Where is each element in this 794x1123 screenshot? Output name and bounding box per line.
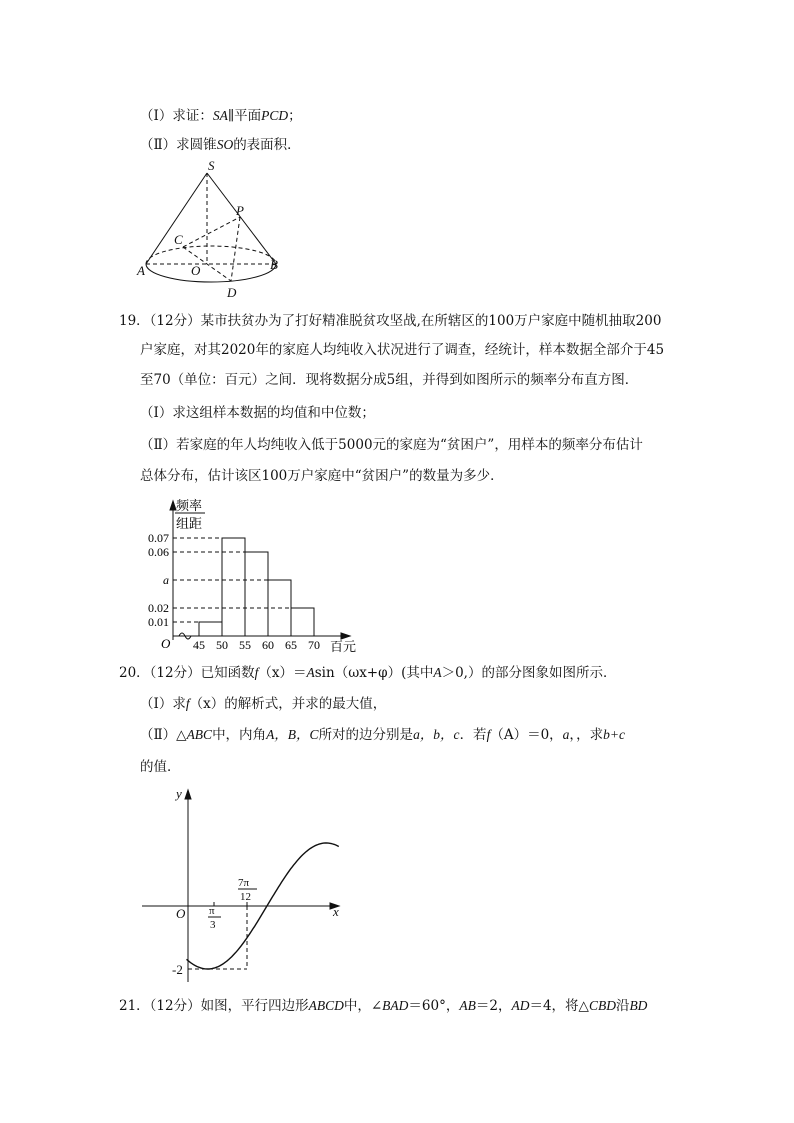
graph-label-7pi12-num: 7π bbox=[238, 877, 250, 889]
hist-xtick-60: 60 bbox=[262, 638, 274, 652]
hist-xlabel: 百元 bbox=[330, 639, 357, 654]
graph-y-label: y bbox=[176, 786, 182, 801]
q20-part2: （Ⅱ）△ABC中，内角A，B，C所对的边分别是a，b，c．若f（A）＝0，a，，求b+c bbox=[140, 727, 626, 743]
q20-part1: （Ⅰ）求f（x）的解析式，并求的最大值， bbox=[140, 696, 387, 712]
hist-ytick-2: a bbox=[163, 573, 169, 587]
graph-origin: O bbox=[176, 906, 186, 921]
q19-line2: 户家庭，对其2020年的家庭人均纯收入状况进行了调查，经统计，样本数据全部介于45 bbox=[140, 342, 665, 358]
q19-line1: 19．（12分）某市扶贫办为了打好精准脱贫攻坚战,在所辖区的100万户家庭中随机抽取200 bbox=[119, 313, 662, 329]
q18-part2: （Ⅱ）求圆锥SO的表面积． bbox=[140, 137, 301, 153]
hist-ytick-1: 0.06 bbox=[148, 545, 169, 559]
graph-label-pi3-den: 3 bbox=[210, 919, 216, 931]
q21-line1: 21．（12分）如图，平行四边形ABCD中，∠BAD＝60°，AB＝2，AD＝4，将△CBD沿BD bbox=[119, 998, 648, 1014]
graph-label-pi3-num: π bbox=[209, 905, 215, 917]
label-c: C bbox=[174, 232, 183, 247]
hist-ylabel-bottom: 组距 bbox=[176, 516, 203, 531]
label-o: O bbox=[191, 263, 201, 278]
hist-xtick-50: 50 bbox=[216, 638, 228, 652]
hist-ylabel-top: 频率 bbox=[176, 498, 203, 513]
hist-xtick-70: 70 bbox=[308, 638, 320, 652]
label-p: P bbox=[236, 203, 244, 218]
graph-label-7pi12-den: 12 bbox=[240, 891, 251, 903]
hist-xtick-55: 55 bbox=[239, 638, 251, 652]
graph-x-label: x bbox=[333, 904, 339, 919]
hist-xtick-65: 65 bbox=[285, 638, 297, 652]
hist-ytick-3: 0.02 bbox=[148, 601, 169, 615]
hist-xtick-45: 45 bbox=[193, 638, 205, 652]
q19-part2b: 总体分布，估计该区100万户家庭中“贫困户”的数量为多少． bbox=[140, 468, 504, 484]
label-d: D bbox=[227, 285, 237, 300]
hist-ytick-4: 0.01 bbox=[148, 615, 169, 629]
q20-part2-end: 的值． bbox=[140, 759, 181, 775]
graph-y-arrow bbox=[185, 790, 191, 799]
label-s: S bbox=[208, 158, 215, 173]
label-b: B bbox=[270, 257, 278, 272]
graph-label-neg2: -2 bbox=[172, 962, 183, 977]
q20-line1: 20．（12分）已知函数f（x）＝Asin（ωx+φ）(其中A＞0,）的部分图象如图所示． bbox=[119, 665, 617, 681]
hist-origin: O bbox=[161, 636, 171, 651]
q19-line3: 至70（单位：百元）之间．现将数据分成5组，并得到如图所示的频率分布直方图． bbox=[140, 372, 639, 388]
q19-part2a: （Ⅱ）若家庭的年人均纯收入低于5000元的家庭为“贫困户”，用样本的频率分布估计 bbox=[140, 437, 643, 453]
q19-part1: （Ⅰ）求这组样本数据的均值和中位数； bbox=[140, 405, 375, 421]
hist-ytick-0: 0.07 bbox=[148, 531, 169, 545]
label-a: A bbox=[137, 263, 145, 278]
q18-part1: （Ⅰ）求证：SA∥平面PCD； bbox=[140, 108, 302, 124]
